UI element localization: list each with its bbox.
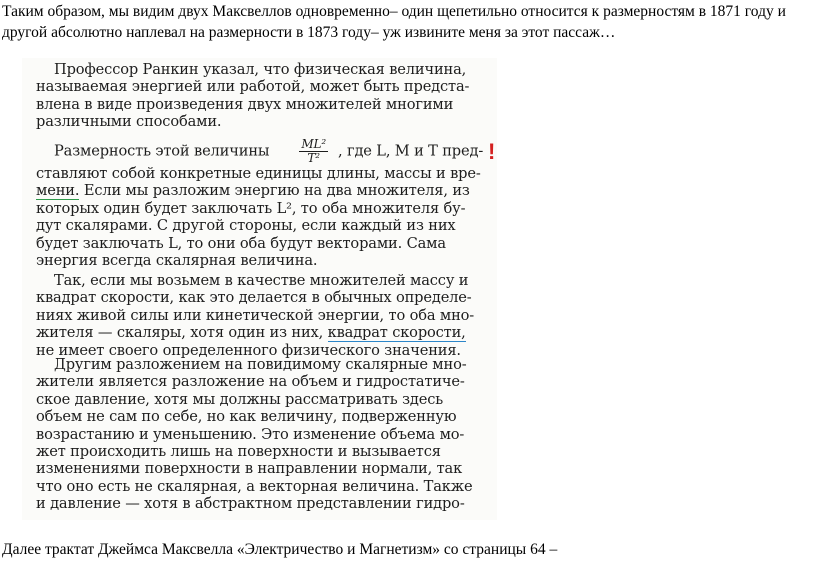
- exclamation-mark: !: [488, 139, 496, 164]
- text-line: Так, если мы возьмем в качестве множителей массу и: [54, 272, 469, 289]
- paragraph-rankine: [36, 61, 488, 131]
- text-line: ниях живой силы или кинетической энергии, то оба мно-: [36, 306, 475, 324]
- text-line: что оно есть не скалярная, а векторная величина. Также: [36, 477, 473, 495]
- text-line: изменениями поверхности в направлении нормали, так: [36, 460, 463, 478]
- text-line: Профессор Ранкин указал, что физическая величина,: [54, 61, 467, 78]
- green-underline: мени.: [36, 182, 80, 200]
- text-line: жителя — скаляры, хотя один из них, квадрат скорости,: [36, 324, 466, 342]
- text-line: возрастанию и уменьшению. Это изменение объема мо-: [36, 425, 465, 443]
- bottom-caption: Далее трактат Джеймса Максвелла «Электричество и Магнетизм» со страницы 64 –: [2, 541, 558, 558]
- blue-underline: определенного физического значения.: [162, 341, 461, 359]
- text-line: Другим разложением на повидимому скалярные мно-: [54, 356, 467, 373]
- text-line: жители является разложение на объем и гидростатиче-: [36, 373, 465, 391]
- text-line: ское давление, хотя мы должны рассматривать здесь: [36, 390, 444, 408]
- text-line: влена в виде произведения двух множителей многими: [36, 95, 454, 113]
- text-line: которых один будет заключать L², то оба множителя бу-: [36, 199, 466, 217]
- dimension-formula: $\frac{\text{ML²}}{\text{T²}}$: [301, 138, 326, 165]
- scanned-page: [22, 58, 497, 520]
- text-line: называемая энергией или работой, может быть предста-: [36, 78, 470, 96]
- text-line: энергия всегда скалярная величина.: [36, 252, 318, 270]
- text-line: квадрат скорости, как это делается в обычных определе-: [36, 289, 472, 307]
- text-line: дут скалярами. С другой стороны, если каждый из них: [36, 217, 456, 235]
- text-line: ставляют собой конкретные единицы длины, массы и вре-: [36, 165, 481, 182]
- green-underline: единицы длины, массы и вре-: [255, 165, 481, 182]
- text-line: не имеет своего определенного физического значения.: [36, 341, 461, 359]
- text-line: и давление — хотя в абстрактном представлении гидро-: [36, 495, 465, 513]
- paragraph-kinetic: [36, 272, 488, 359]
- text-line: будет заключать L, то они оба будут векторами. Сама: [36, 234, 446, 252]
- text-line: объем не сам по себе, но как величину, подверженную: [36, 408, 457, 426]
- top-caption: Таким образом, мы видим двух Максвеллов одновременно– один щепетильно относится к размерностям в 1871 году и другой абсолютно наплевал на размерности в 1873 году– уж извините меня за этот пассаж…: [2, 3, 786, 41]
- text-line: различными способами.: [36, 113, 222, 131]
- red-underline: не имеет: [36, 341, 105, 359]
- paragraph-volume: [36, 356, 488, 513]
- text-line: Размерность этой величины $\frac{\text{ML²}}{\text{T²}}$ , где L, M и T пред-: [54, 138, 484, 165]
- text-line: мени. Если мы разложим энергию на два множителя, из: [36, 182, 470, 200]
- text-line: жет происходить лишь на поверхности и вызывается: [36, 443, 441, 461]
- paragraph-dimension: [36, 138, 488, 269]
- blue-underline: квадрат скорости,: [327, 324, 466, 342]
